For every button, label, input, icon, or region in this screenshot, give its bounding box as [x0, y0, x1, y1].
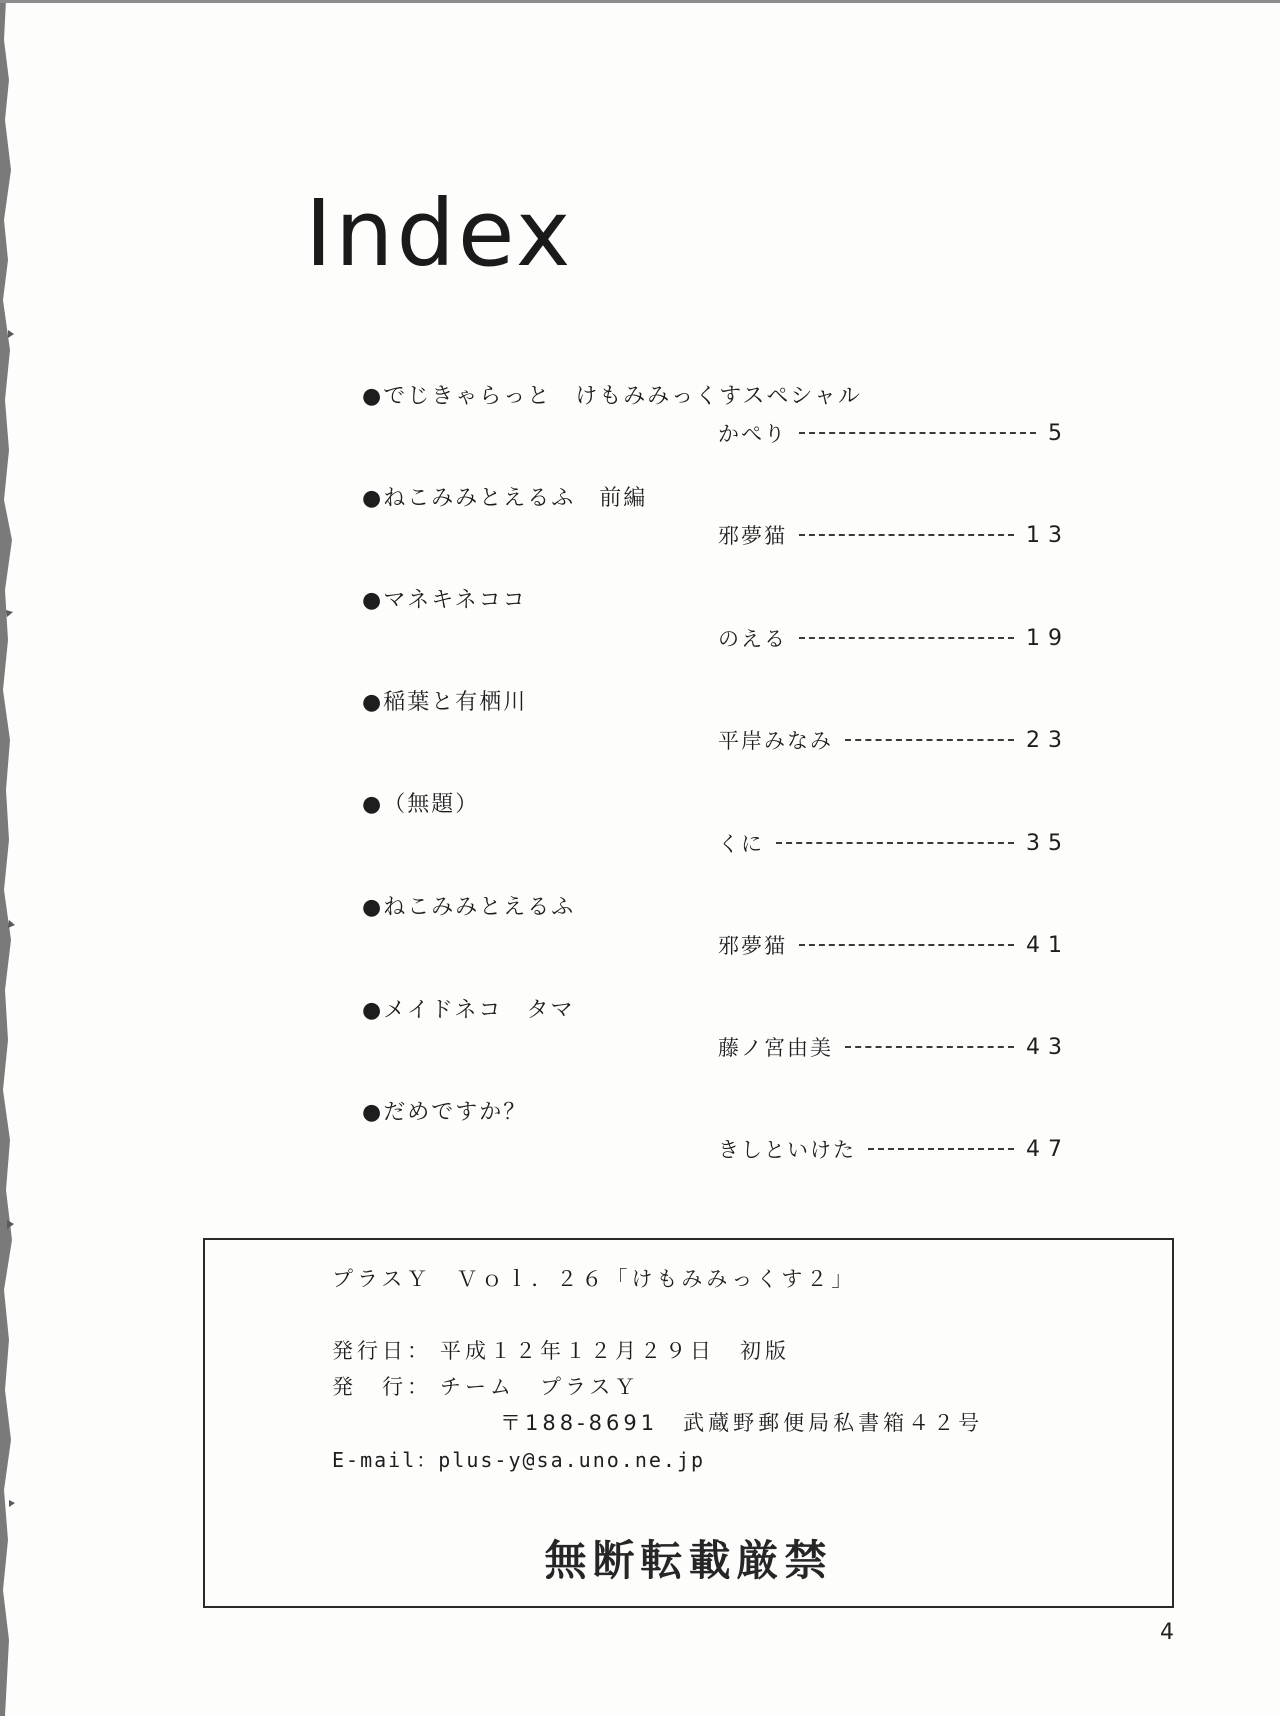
dot-leader [799, 432, 1036, 434]
toc-entry-byline [718, 624, 1070, 652]
toc-entry-byline [718, 829, 1070, 857]
dot-leader [799, 534, 1014, 536]
toc-entry-author: くに [718, 832, 764, 856]
toc-entry-title: ●でじきゃらっと けもみみっくすスペシャル [362, 384, 862, 409]
toc-entry-title: ●（無題） [362, 792, 480, 817]
email [332, 1447, 705, 1473]
toc-entry-page: 23 [1026, 727, 1070, 753]
dot-leader [799, 944, 1014, 946]
toc-entry-title: ●マネキネココ [362, 588, 527, 613]
toc-entry-byline [718, 931, 1070, 959]
publisher [332, 1374, 639, 1400]
toc-entry-author: 平岸みなみ [718, 729, 833, 753]
toc-entry-author: きしといけた [718, 1138, 856, 1162]
toc-entry-byline [718, 726, 1070, 754]
toc-entry-byline [718, 521, 1070, 549]
index-title: Index [305, 179, 574, 287]
publisher-label: 発 行： [332, 1375, 432, 1399]
toc-entry-author: かぺり [718, 422, 787, 446]
toc-entry-byline [718, 1033, 1070, 1061]
postal-address: 〒188-8691 武蔵野郵便局私書箱４２号 [500, 1411, 984, 1435]
toc-entry-byline [718, 1135, 1070, 1163]
toc-entry-page: 41 [1026, 932, 1070, 958]
dot-leader [776, 842, 1014, 844]
toc-entry-page: 35 [1026, 830, 1070, 856]
toc-entry-page: 5 [1048, 420, 1070, 446]
toc-entry-title: ●だめですか？ [362, 1100, 528, 1125]
email-address: plus-y@sa.uno.ne.jp [438, 1448, 706, 1472]
issue-date [332, 1338, 790, 1364]
toc-entry-title: ●メイドネコ タマ [362, 998, 575, 1023]
toc-entry-title: ●稲葉と有栖川 [362, 690, 528, 715]
dot-leader [845, 1046, 1014, 1048]
toc-entry-page: 47 [1026, 1136, 1070, 1162]
toc-entry-page: 43 [1026, 1034, 1070, 1060]
toc-entry-author: 邪夢猫 [718, 934, 787, 958]
issue-date-label: 発行日： [332, 1339, 432, 1363]
dot-leader [799, 637, 1014, 639]
publisher-value: チーム プラスＹ [440, 1375, 640, 1399]
toc-entry-page: 13 [1026, 522, 1070, 548]
toc-entry-title: ●ねこみみとえるふ 前編 [362, 486, 648, 511]
email-label: E-mail： [332, 1448, 439, 1472]
toc-entry-author: 藤ノ宮由美 [718, 1036, 833, 1060]
toc-entry-author: のえる [718, 627, 787, 651]
toc-entry-title: ●ねこみみとえるふ [362, 895, 576, 920]
toc-entry-page: 19 [1026, 625, 1070, 651]
dot-leader [868, 1148, 1014, 1150]
page-number: 4 [1160, 1620, 1174, 1645]
toc-entry-byline [718, 419, 1070, 447]
copyright-notice: 無断転載厳禁 [544, 1536, 833, 1585]
dot-leader [845, 739, 1014, 741]
publication-title: プラスＹ Ｖｏｌ．２６「けもみみっくす２」 [332, 1267, 857, 1291]
toc-entry-author: 邪夢猫 [718, 524, 787, 548]
issue-date-value: 平成１２年１２月２９日 初版 [440, 1339, 790, 1363]
colophon-box [203, 1238, 1174, 1608]
